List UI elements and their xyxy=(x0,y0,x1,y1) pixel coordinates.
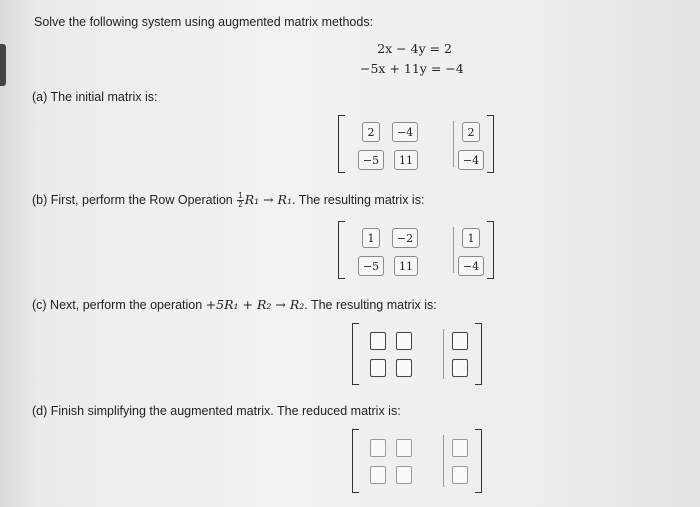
part-c-suffix: . The resulting matrix is: xyxy=(304,298,437,312)
answer-matrix-d xyxy=(352,429,482,493)
matrix-left-bracket xyxy=(338,221,345,279)
answer-d-r2c1-input[interactable] xyxy=(370,466,386,484)
answer-d-r2c2-input[interactable] xyxy=(396,466,412,484)
matrix-right-bracket xyxy=(487,221,494,279)
answer-c-r1c2-input[interactable] xyxy=(396,332,412,350)
part-c-operation: +5R₁ + R₂ → R₂ xyxy=(205,297,305,312)
part-c-prefix: (c) Next, perform the operation xyxy=(32,298,203,312)
matrix-b-r2c3: −4 xyxy=(458,256,484,276)
answer-c-r2c2-input[interactable] xyxy=(396,359,412,377)
matrix-a-r1c1: 2 xyxy=(362,122,380,142)
augment-separator xyxy=(453,227,454,273)
matrix-b-r2c2: 11 xyxy=(394,256,418,276)
matrix-after-scaling xyxy=(338,221,494,279)
augment-separator xyxy=(443,435,444,487)
fraction-denominator: 2 xyxy=(238,200,243,210)
answer-c-r1c3-input[interactable] xyxy=(452,332,468,350)
part-b-label xyxy=(32,192,424,209)
augment-separator xyxy=(453,121,454,167)
part-d-label: (d) Finish simplifying the augmented matrix. The reduced matrix is: xyxy=(32,404,401,418)
part-b-operation: R₁ → R₁ xyxy=(244,192,292,207)
matrix-left-bracket xyxy=(352,323,359,385)
matrix-right-bracket xyxy=(475,323,482,385)
matrix-a-r2c1: −5 xyxy=(358,150,384,170)
fraction-numerator: 1 xyxy=(238,191,243,201)
answer-d-r1c1-input[interactable] xyxy=(370,439,386,457)
initial-matrix xyxy=(338,115,494,173)
part-b-suffix: . The resulting matrix is: xyxy=(291,193,425,207)
matrix-b-r1c3: 1 xyxy=(462,228,480,248)
answer-c-r1c1-input[interactable] xyxy=(370,332,386,350)
matrix-b-r2c1: −5 xyxy=(358,256,384,276)
part-b-prefix: (b) First, perform the Row Operation xyxy=(32,193,233,207)
answer-c-r2c1-input[interactable] xyxy=(370,359,386,377)
equation-2: −5x + 11y = −4 xyxy=(360,61,464,76)
equation-1: 2x − 4y = 2 xyxy=(377,41,452,56)
matrix-left-bracket xyxy=(338,115,345,173)
answer-matrix-c xyxy=(352,323,482,385)
matrix-right-bracket xyxy=(487,115,494,173)
matrix-left-bracket xyxy=(352,429,359,493)
part-a-label: (a) The initial matrix is: xyxy=(32,90,158,104)
problem-instruction: Solve the following system using augmented matrix methods: xyxy=(34,15,374,29)
matrix-a-r2c3: −4 xyxy=(458,150,484,170)
augment-separator xyxy=(443,329,444,379)
answer-d-r1c3-input[interactable] xyxy=(452,439,468,457)
matrix-b-r1c1: 1 xyxy=(362,228,380,248)
matrix-right-bracket xyxy=(475,429,482,493)
part-c-label xyxy=(32,297,437,312)
matrix-a-r1c2: −4 xyxy=(392,122,418,142)
matrix-a-r2c2: 11 xyxy=(394,150,418,170)
matrix-a-r1c3: 2 xyxy=(462,122,480,142)
answer-d-r1c2-input[interactable] xyxy=(396,439,412,457)
fraction-one-half xyxy=(237,192,243,209)
window-edge-marker xyxy=(0,44,6,86)
answer-c-r2c3-input[interactable] xyxy=(452,359,468,377)
matrix-b-r1c2: −2 xyxy=(392,228,418,248)
answer-d-r2c3-input[interactable] xyxy=(452,466,468,484)
